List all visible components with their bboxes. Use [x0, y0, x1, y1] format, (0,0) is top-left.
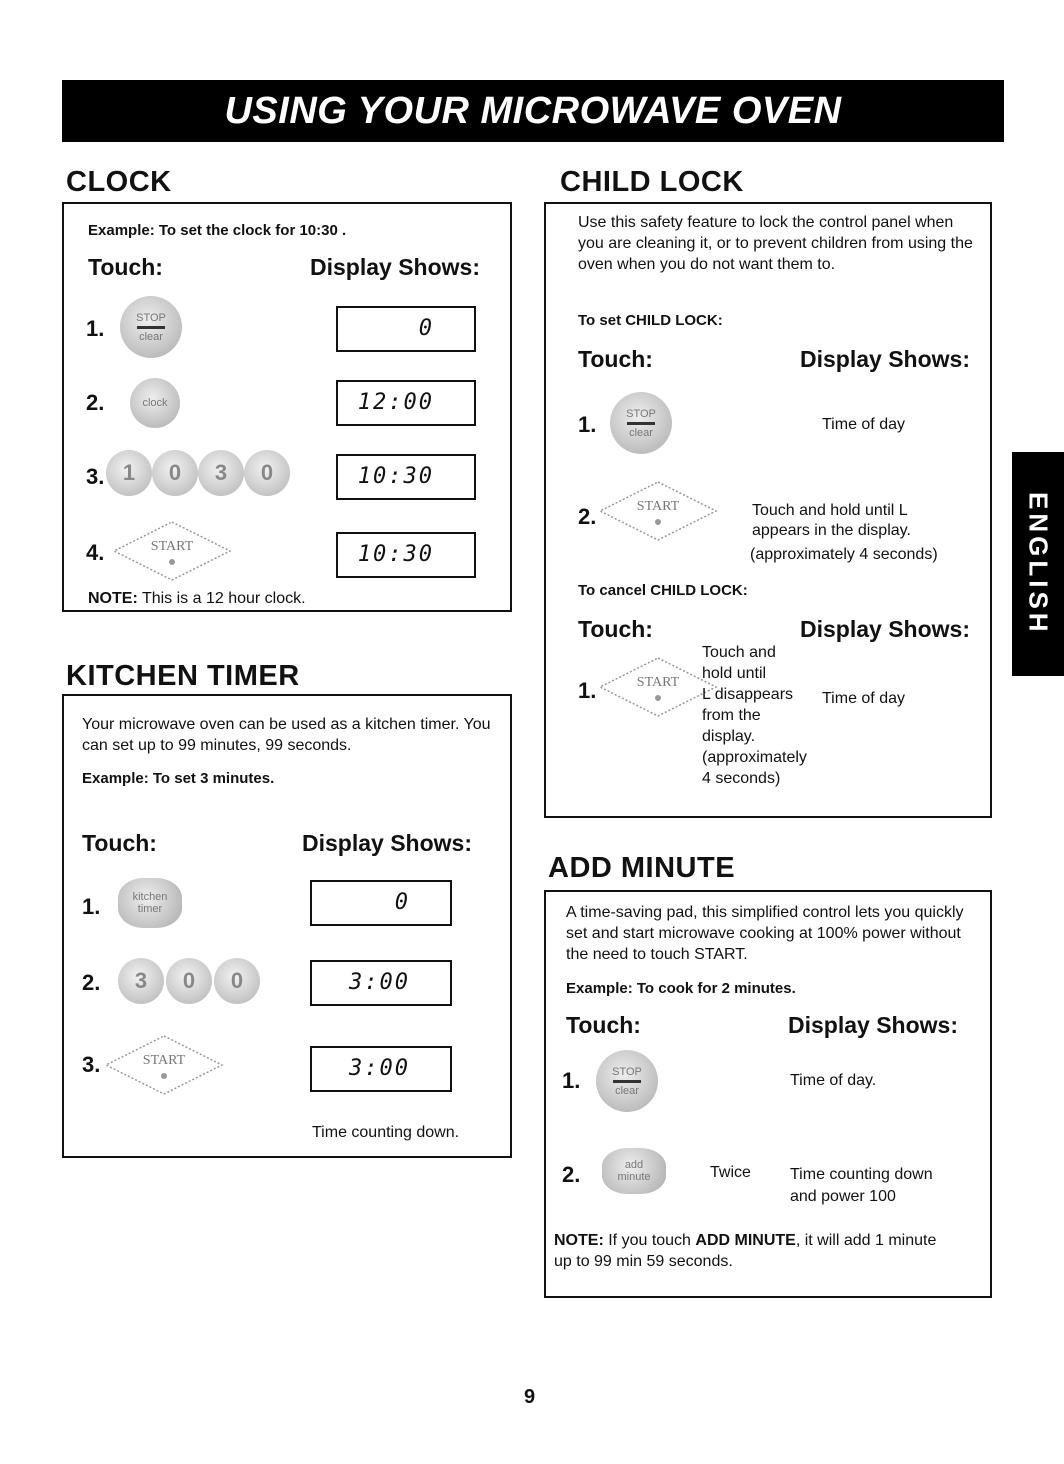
page-number: 9 — [524, 1386, 536, 1408]
add-minute-pad — [602, 1148, 666, 1194]
cancel-line: from the — [702, 707, 761, 724]
add-minute-display-1: Time of day. — [790, 1072, 877, 1089]
add-minute-example: Example: To cook for 2 minutes. — [566, 980, 796, 997]
stop-clear-pad — [596, 1050, 658, 1112]
child-lock-cancel-instructions — [702, 642, 807, 789]
add-label: add — [624, 1159, 644, 1171]
clock-step-3-num: 3. — [86, 464, 105, 489]
clear-label: clear — [139, 330, 163, 343]
add-minute-touch-header: Touch: — [566, 1012, 641, 1038]
add-minute-note-pre: If you touch — [608, 1232, 691, 1249]
clock-touch-header: Touch: — [88, 254, 163, 280]
digit-pad-1: 1 — [106, 450, 152, 496]
child-lock-set-label: To set CHILD LOCK: — [578, 312, 723, 329]
child-lock-display-1: Time of day — [822, 416, 905, 433]
add-minute-display-header: Display Shows: — [788, 1012, 958, 1038]
add-minute-note — [554, 1230, 954, 1272]
cancel-line: display. — [702, 728, 756, 745]
start-label: START — [150, 539, 194, 554]
clear-label: clear — [629, 426, 653, 439]
add-minute-display-2b: and power 100 — [790, 1188, 896, 1205]
child-lock-title: CHILD LOCK — [560, 166, 744, 198]
child-lock-cancel-display: Time of day — [822, 690, 905, 707]
stop-label: STOP — [612, 1065, 642, 1078]
clock-pad — [130, 378, 180, 428]
clock-step-1-num: 1. — [86, 316, 105, 341]
start-label: START — [636, 675, 680, 690]
cancel-line: hold until — [702, 665, 767, 682]
kitchen-timer-display-2: 3:00 — [310, 960, 452, 1006]
add-minute-note-label: NOTE: — [554, 1232, 604, 1249]
add-minute-title: ADD MINUTE — [548, 852, 736, 884]
kitchen-timer-caption: Time counting down. — [312, 1124, 460, 1141]
page-banner: USING YOUR MICROWAVE OVEN — [62, 80, 1004, 142]
clear-label: clear — [615, 1084, 639, 1097]
child-lock-intro: Use this safety feature to lock the control panel when you are cleaning it, or to prevent children from using the oven when you do not want them to. — [578, 214, 973, 273]
kitchen-timer-display-1: 0 — [310, 880, 452, 926]
clock-note-label: NOTE: — [88, 590, 138, 607]
child-lock-cancel-label: To cancel CHILD LOCK: — [578, 582, 748, 599]
child-lock-display-header: Display Shows: — [800, 346, 970, 372]
language-tab-label: ENGLISH — [1023, 492, 1054, 636]
cancel-line: L disappears — [702, 686, 794, 703]
start-pad — [598, 480, 718, 542]
clock-display-header: Display Shows: — [310, 254, 480, 280]
clock-example: Example: To set the clock for 10:30 . — [88, 222, 347, 239]
clock-note-text: This is a 12 hour clock. — [141, 590, 306, 607]
kitchen-timer-touch-header: Touch: — [82, 830, 157, 856]
kitchen-timer-pad — [118, 878, 182, 928]
start-pad — [112, 520, 232, 582]
digit-pad-0: 0 — [244, 450, 290, 496]
cancel-line: 4 seconds) — [702, 770, 781, 787]
language-tab — [1012, 452, 1064, 676]
kitchen-label: kitchen — [132, 891, 168, 903]
timer-label: timer — [137, 903, 163, 915]
child-lock-cancel-display-header: Display Shows: — [800, 616, 970, 642]
clock-display-2: 12:00 — [336, 380, 476, 426]
cancel-line: Touch and — [702, 644, 776, 661]
kitchen-timer-title: KITCHEN TIMER — [66, 660, 300, 692]
start-pad — [598, 656, 718, 718]
digit-pad-0: 0 — [166, 958, 212, 1004]
kitchen-timer-step-2-num: 2. — [82, 970, 101, 995]
digit-pad-3: 3 — [198, 450, 244, 496]
child-lock-instruction-3: (approximately 4 seconds) — [750, 546, 938, 563]
add-minute-step-2-num: 2. — [562, 1162, 581, 1187]
digit-pad-0: 0 — [152, 450, 198, 496]
child-lock-cancel-step-num: 1. — [578, 678, 597, 703]
digit-pad-3: 3 — [118, 958, 164, 1004]
child-lock-touch-header: Touch: — [578, 346, 653, 372]
clock-display-3: 10:30 — [336, 454, 476, 500]
clock-step-4-num: 4. — [86, 540, 105, 565]
kitchen-timer-display-header: Display Shows: — [302, 830, 472, 856]
add-minute-note-post: , it will add 1 minute up to 99 min 59 seconds. — [554, 1232, 937, 1270]
child-lock-step-2-num: 2. — [578, 504, 597, 529]
stop-label: STOP — [626, 407, 656, 420]
clock-display-4: 10:30 — [336, 532, 476, 578]
add-minute-display-2a: Time counting down — [790, 1166, 933, 1183]
clock-pad-label: clock — [142, 397, 168, 409]
stop-clear-pad — [610, 392, 672, 454]
kitchen-timer-example: Example: To set 3 minutes. — [82, 770, 275, 787]
add-minute-intro: A time-saving pad, this simplified control lets you quickly set and start microwave cooking at 100% power without the need to touch START. — [566, 904, 964, 963]
add-minute-twice: Twice — [710, 1164, 751, 1181]
add-minute-note-bold: ADD MINUTE — [695, 1232, 796, 1249]
clock-note — [88, 588, 306, 609]
add-minute-step-1-num: 1. — [562, 1068, 581, 1093]
start-label: START — [636, 499, 680, 514]
child-lock-cancel-touch-header: Touch: — [578, 616, 653, 642]
child-lock-instruction-1: Touch and hold until L — [752, 502, 908, 519]
cancel-line: (approximately — [702, 749, 807, 766]
child-lock-instruction-2: appears in the display. — [752, 522, 911, 539]
stop-label: STOP — [136, 311, 166, 324]
digit-pad-0: 0 — [214, 958, 260, 1004]
kitchen-timer-step-1-num: 1. — [82, 894, 101, 919]
kitchen-timer-intro: Your microwave oven can be used as a kitchen timer. You can set up to 99 minutes, 99 seconds. — [82, 716, 491, 754]
start-pad — [104, 1034, 224, 1096]
clock-title: CLOCK — [66, 166, 172, 198]
kitchen-timer-display-3: 3:00 — [310, 1046, 452, 1092]
minute-label: minute — [617, 1171, 651, 1183]
start-label: START — [142, 1053, 186, 1068]
child-lock-step-1-num: 1. — [578, 412, 597, 437]
stop-clear-pad — [120, 296, 182, 358]
clock-display-1: 0 — [336, 306, 476, 352]
kitchen-timer-step-3-num: 3. — [82, 1052, 101, 1077]
clock-step-2-num: 2. — [86, 390, 105, 415]
